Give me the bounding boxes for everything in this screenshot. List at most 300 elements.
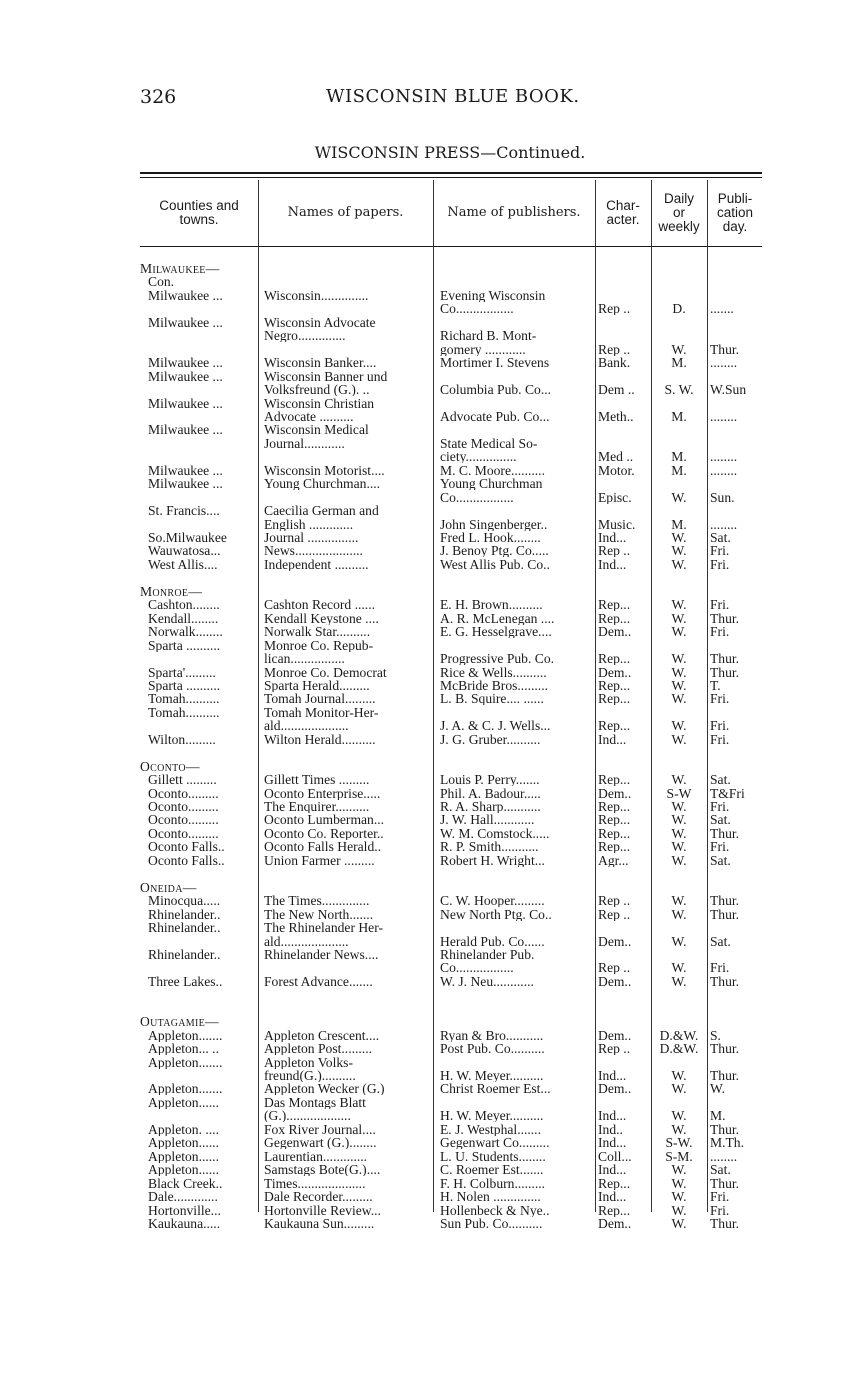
character-cell: Rep... xyxy=(598,678,631,692)
table-row xyxy=(140,813,762,826)
town-cell: Milwaukee ... xyxy=(148,477,223,491)
publisher-cell: Mortimer I. Stevens xyxy=(440,356,550,370)
table-row xyxy=(140,975,762,988)
publisher-cell: Richard B. Mont- xyxy=(440,329,537,343)
table-row xyxy=(140,652,762,665)
publication-day-cell: T&Fri xyxy=(710,786,745,800)
publication-day-cell: Sat. xyxy=(710,773,731,787)
top-rule-thick xyxy=(140,172,762,174)
table-row xyxy=(140,504,762,517)
publisher-cell: C. Roemer Est....... xyxy=(440,1163,544,1177)
character-cell: Dem.. xyxy=(598,786,632,800)
header-day-line: cation xyxy=(716,205,754,220)
header-daily-line: or xyxy=(672,205,685,220)
publication-day-cell: Fri. xyxy=(710,1203,730,1217)
publisher-cell: W. M. Comstock..... xyxy=(440,826,550,840)
town-cell: Oconto Falls.. xyxy=(148,853,225,867)
publication-day-cell: Fri. xyxy=(710,840,730,854)
publication-day-cell: Thur. xyxy=(710,1176,740,1190)
header-counties xyxy=(140,180,258,246)
town-cell: Appleton....... xyxy=(148,1055,223,1069)
publication-day-cell: ....... xyxy=(710,302,734,316)
frequency-cell: W. xyxy=(671,840,687,854)
character-cell: Dem.. xyxy=(598,974,632,988)
publication-day-cell: Thur. xyxy=(710,826,740,840)
table-row xyxy=(140,383,762,396)
frequency-cell: M. xyxy=(671,463,687,477)
table-row xyxy=(140,302,762,315)
publisher-cell: Co................. xyxy=(440,490,514,504)
publisher-cell: Hollenbeck & Nye.. xyxy=(440,1203,550,1217)
frequency-cell: S-W. xyxy=(665,1136,693,1150)
frequency-cell: W. xyxy=(671,974,687,988)
character-cell: Rep... xyxy=(598,813,631,827)
town-cell: Sparta .......... xyxy=(148,678,221,692)
frequency-cell: S-W xyxy=(666,786,692,800)
paper-name-cell: Wisconsin Banker.... xyxy=(264,356,377,370)
publication-day-cell: ........ xyxy=(710,450,738,464)
paper-name-cell: Wisconsin.............. xyxy=(264,288,369,302)
frequency-cell: W. xyxy=(671,961,687,975)
frequency-cell: W. xyxy=(671,1069,687,1082)
publication-day-cell: Thur. xyxy=(710,974,740,988)
table-row xyxy=(140,921,762,934)
paper-name-cell: Journal ............... xyxy=(264,531,359,544)
character-cell: Ind... xyxy=(598,557,627,571)
table-row xyxy=(140,1109,762,1122)
paper-name-cell: Hortonville Review... xyxy=(264,1203,381,1217)
paper-name-cell: Kendall Keystone .... xyxy=(264,611,379,625)
character-cell: Coll... xyxy=(598,1149,632,1163)
frequency-cell: W. xyxy=(671,1122,687,1136)
character-cell: Rep... xyxy=(598,692,631,706)
character-cell: Med .. xyxy=(598,450,634,464)
header-counties-line: towns. xyxy=(179,212,219,227)
paper-name-cell: Laurentian............. xyxy=(264,1149,368,1163)
table-row xyxy=(140,961,762,974)
paper-name-cell: Kaukauna Sun......... xyxy=(264,1216,375,1230)
town-cell: Oconto......... xyxy=(148,813,219,827)
publisher-cell: M. C. Moore.......... xyxy=(440,463,545,477)
publication-day-cell: W.Sun xyxy=(710,383,747,397)
character-cell: Dem.. xyxy=(598,934,632,948)
table-row xyxy=(140,827,762,840)
table-row xyxy=(140,800,762,813)
frequency-cell: M. xyxy=(671,409,687,423)
publisher-cell: C. W. Hooper......... xyxy=(440,894,545,908)
publication-day-cell: Thur. xyxy=(710,907,740,921)
town-cell: Milwaukee ... xyxy=(148,369,223,383)
paper-name-cell: Wisconsin Medical xyxy=(264,423,369,437)
town-cell: Kaukauna..... xyxy=(148,1216,221,1230)
table-row xyxy=(140,733,762,746)
town-cell: Rhinelander.. xyxy=(148,907,221,921)
publisher-cell: J. G. Gruber.......... xyxy=(440,732,541,746)
town-cell: Three Lakes.. xyxy=(148,974,223,988)
publisher-cell: McBride Bros......... xyxy=(440,678,548,692)
town-cell: Milwaukee ... xyxy=(148,288,223,302)
table-row xyxy=(140,935,762,948)
header-daily-weekly xyxy=(651,180,707,246)
table-row xyxy=(140,988,762,1001)
table-row xyxy=(140,329,762,342)
paper-name-cell: Forest Advance....... xyxy=(264,974,373,988)
paper-name-cell: English ............. xyxy=(264,517,354,531)
header-publication-day xyxy=(707,180,763,246)
frequency-cell: W. xyxy=(671,692,687,706)
paper-name-cell: Advocate .......... xyxy=(264,409,354,423)
town-cell: Appleton...... xyxy=(148,1095,219,1109)
paper-name-cell: Appleton Post......... xyxy=(264,1042,372,1056)
paper-name-cell: Das Montags Blatt xyxy=(264,1095,366,1109)
frequency-cell: W. xyxy=(671,1163,687,1177)
frequency-cell: S-M. xyxy=(665,1149,693,1163)
table-row xyxy=(140,1204,762,1217)
character-cell: Rep .. xyxy=(598,302,631,316)
header-names: Names of papers. xyxy=(287,205,404,220)
publication-day-cell: Sat. xyxy=(710,1163,731,1177)
paper-name-cell: Gegenwart (G.)........ xyxy=(264,1136,377,1150)
frequency-cell: D. xyxy=(672,302,686,316)
header-daily-line: weekly xyxy=(658,219,700,234)
character-cell: Rep... xyxy=(598,652,631,666)
table-row xyxy=(140,1123,762,1136)
publisher-cell: Co................. xyxy=(440,961,514,975)
paper-name-cell: Wilton Herald.......... xyxy=(264,732,376,746)
frequency-cell: W. xyxy=(671,719,687,733)
town-cell: Norwalk........ xyxy=(148,625,223,639)
frequency-cell: D.&W. xyxy=(659,1028,699,1042)
table-row xyxy=(140,450,762,463)
paper-name-cell: Appleton Wecker (G.) xyxy=(264,1082,385,1096)
paper-name-cell: Appleton Volks- xyxy=(264,1055,353,1069)
header-character xyxy=(595,180,651,246)
table-row xyxy=(140,894,762,907)
paper-name-cell: ald.................... xyxy=(264,719,349,733)
publisher-cell: Post Pub. Co.......... xyxy=(440,1042,545,1056)
character-cell: Rep .. xyxy=(598,907,631,921)
frequency-cell: W. xyxy=(671,1203,687,1217)
table-row xyxy=(140,679,762,692)
town-cell: St. Francis.... xyxy=(148,504,220,518)
character-cell: Rep... xyxy=(598,800,631,813)
paper-name-cell: Monroe Co. Democrat xyxy=(264,665,387,679)
publisher-cell: L. U. Students........ xyxy=(440,1149,546,1163)
character-cell: Ind... xyxy=(598,732,627,746)
town-cell: Milwaukee ... xyxy=(148,315,223,329)
paper-name-cell: lican................ xyxy=(264,652,345,666)
town-cell: Appleton... .. xyxy=(148,1042,219,1056)
publisher-cell: Advocate Pub. Co... xyxy=(440,409,550,423)
town-cell: West Allis.... xyxy=(148,557,218,571)
frequency-cell: W. xyxy=(671,625,687,639)
town-cell: Hortonville... xyxy=(148,1203,221,1217)
publisher-cell: Rice & Wells.......... xyxy=(440,665,547,679)
publisher-cell: H. W. Meyer.......... xyxy=(440,1069,544,1082)
frequency-cell: W. xyxy=(671,490,687,504)
character-cell: Ind... xyxy=(598,1109,627,1123)
publication-day-cell: W. xyxy=(710,1082,725,1096)
paper-name-cell: The Enquirer.......... xyxy=(264,800,370,813)
table-row xyxy=(140,1082,762,1095)
character-cell: Rep... xyxy=(598,1203,631,1217)
publisher-cell: L. B. Squire.... ...... xyxy=(440,692,544,706)
character-cell: Rep .. xyxy=(598,544,631,558)
paper-name-cell: Wisconsin Christian xyxy=(264,396,375,410)
publisher-cell: John Singenberger.. xyxy=(440,517,548,531)
paper-name-cell: News.................... xyxy=(264,544,363,558)
frequency-cell: S. W. xyxy=(664,383,694,397)
town-cell: Appleton....... xyxy=(148,1082,223,1096)
town-cell: Milwaukee ... xyxy=(148,423,223,437)
table-row xyxy=(140,477,762,490)
table-row xyxy=(140,397,762,410)
paper-name-cell: Norwalk Star.......... xyxy=(264,625,371,639)
frequency-cell: W. xyxy=(671,894,687,908)
paper-name-cell: Union Farmer ......... xyxy=(264,853,375,867)
publisher-cell: W. J. Neu............ xyxy=(440,974,534,988)
town-cell: Gillett ......... xyxy=(148,773,217,787)
character-cell: Motor. xyxy=(598,463,635,477)
paper-name-cell: Journal............ xyxy=(264,436,345,450)
frequency-cell: M. xyxy=(671,517,687,531)
table-row xyxy=(140,262,762,275)
town-cell: Oconto Falls.. xyxy=(148,840,225,854)
town-cell: Appleton....... xyxy=(148,1028,223,1042)
publisher-cell: Fred L. Hook........ xyxy=(440,531,541,544)
publication-day-cell: S. xyxy=(710,1028,721,1042)
publication-day-cell: Sun. xyxy=(710,490,735,504)
character-cell: Dem.. xyxy=(598,1028,632,1042)
publisher-cell: gomery ............ xyxy=(440,342,526,356)
table-row xyxy=(140,410,762,423)
paper-name-cell: Tomah Monitor-Her- xyxy=(264,705,379,719)
publication-day-cell: ........ xyxy=(710,463,738,477)
publication-day-cell: ........ xyxy=(710,1149,738,1163)
character-cell: Rep... xyxy=(598,1176,631,1190)
town-cell: Con. xyxy=(148,275,175,289)
character-cell: Dem .. xyxy=(598,383,635,397)
table-row xyxy=(140,1096,762,1109)
paper-name-cell: Monroe Co. Repub- xyxy=(264,638,374,652)
table-row xyxy=(140,518,762,531)
paper-name-cell: Oconto Co. Reporter.. xyxy=(264,826,384,840)
publisher-cell: E. H. Brown.......... xyxy=(440,598,543,612)
county-heading: Monroe— xyxy=(140,584,203,598)
frequency-cell: W. xyxy=(671,907,687,921)
running-head xyxy=(140,86,760,110)
publisher-cell: Phil. A. Badour..... xyxy=(440,786,541,800)
paper-name-cell: Young Churchman.... xyxy=(264,477,381,491)
town-cell: Milwaukee ... xyxy=(148,463,223,477)
paper-name-cell: Oconto Enterprise..... xyxy=(264,786,381,800)
publication-day-cell: Thur. xyxy=(710,1216,740,1230)
table-row xyxy=(140,343,762,356)
table-row xyxy=(140,423,762,436)
paper-name-cell: Independent .......... xyxy=(264,557,369,571)
town-cell: Sparta .......... xyxy=(148,638,221,652)
table-row xyxy=(140,1136,762,1149)
table-row xyxy=(140,571,762,584)
character-cell: Rep... xyxy=(598,773,631,787)
header-bottom-rule xyxy=(140,246,762,247)
paper-name-cell: Times.................... xyxy=(264,1176,366,1190)
paper-name-cell: Appleton Crescent.... xyxy=(264,1028,380,1042)
character-cell: Episc. xyxy=(598,490,632,504)
publisher-cell: J. W. Hall............ xyxy=(440,813,535,827)
town-cell: Black Creek.. xyxy=(148,1176,223,1190)
publication-day-cell: Sat. xyxy=(710,853,731,867)
town-cell: Rhinelander.. xyxy=(148,947,221,961)
publisher-cell: Evening Wisconsin xyxy=(440,288,546,302)
paper-name-cell: freund(G.).......... xyxy=(264,1069,356,1082)
page-number: 326 xyxy=(140,86,177,108)
frequency-cell: W. xyxy=(671,826,687,840)
publisher-cell: Gegenwart Co......... xyxy=(440,1136,550,1150)
book-title: WISCONSIN BLUE BOOK. xyxy=(326,86,580,107)
paper-name-cell: Wisconsin Motorist.... xyxy=(264,463,385,477)
publication-day-cell: Sat. xyxy=(710,531,731,544)
table-row xyxy=(140,639,762,652)
table-row xyxy=(140,356,762,369)
frequency-cell: W. xyxy=(671,813,687,827)
publication-day-cell: Sat. xyxy=(710,934,731,948)
header-day-line: Publi- xyxy=(717,191,753,206)
table-row xyxy=(140,598,762,611)
table-row xyxy=(140,437,762,450)
header-daily-line: Daily xyxy=(663,191,694,206)
publication-day-cell: ........ xyxy=(710,517,738,531)
publisher-cell: J. A. & C. J. Wells... xyxy=(440,719,551,733)
table-row xyxy=(140,867,762,880)
county-heading: Oconto— xyxy=(140,759,200,773)
table-row xyxy=(140,316,762,329)
publication-day-cell: Fri. xyxy=(710,961,730,975)
publication-day-cell: M. xyxy=(710,1109,726,1123)
publication-day-cell: Fri. xyxy=(710,692,730,706)
town-cell: Tomah.......... xyxy=(148,705,220,719)
frequency-cell: W. xyxy=(671,544,687,558)
paper-name-cell: Rhinelander News.... xyxy=(264,947,379,961)
table-row xyxy=(140,491,762,504)
paper-name-cell: The New North....... xyxy=(264,907,374,921)
table-row xyxy=(140,881,762,894)
paper-name-cell: (G.)................... xyxy=(264,1109,351,1123)
table-row xyxy=(140,948,762,961)
publication-day-cell: Fri. xyxy=(710,544,730,558)
publisher-cell: Christ Roemer Est... xyxy=(440,1082,551,1096)
publisher-cell: New North Ptg. Co.. xyxy=(440,907,552,921)
publisher-cell: R. A. Sharp........... xyxy=(440,800,541,813)
table-row xyxy=(140,840,762,853)
table-row xyxy=(140,719,762,732)
table-row xyxy=(140,531,762,544)
frequency-cell: W. xyxy=(671,678,687,692)
publication-day-cell: T. xyxy=(710,678,721,692)
character-cell: Rep... xyxy=(598,611,631,625)
table-row xyxy=(140,1150,762,1163)
paper-name-cell: Negro.............. xyxy=(264,329,346,343)
publication-day-cell: M.Th. xyxy=(710,1136,744,1150)
table-row xyxy=(140,289,762,302)
table-row xyxy=(140,625,762,638)
character-cell: Rep .. xyxy=(598,961,631,975)
frequency-cell: W. xyxy=(671,1216,687,1230)
character-cell: Ind... xyxy=(598,1136,627,1150)
town-cell: Wilton......... xyxy=(148,732,216,746)
town-cell: Minocqua..... xyxy=(148,894,221,908)
table-row xyxy=(140,1217,762,1230)
header-day-line: day. xyxy=(722,219,748,234)
publisher-cell: Young Churchman xyxy=(440,477,543,491)
publication-day-cell: Thur. xyxy=(710,1042,740,1056)
publisher-cell: Louis P. Perry....... xyxy=(440,773,540,787)
table-row xyxy=(140,666,762,679)
frequency-cell: W. xyxy=(671,665,687,679)
paper-name-cell: Sparta Herald......... xyxy=(264,678,370,692)
table-row xyxy=(140,746,762,759)
character-cell: Rep .. xyxy=(598,342,631,356)
character-cell: Meth.. xyxy=(598,409,634,423)
frequency-cell: W. xyxy=(671,652,687,666)
publication-day-cell: Thur. xyxy=(710,1069,740,1082)
publication-day-cell: Fri. xyxy=(710,719,730,733)
character-cell: Rep... xyxy=(598,719,631,733)
header-character-line: Char- xyxy=(606,198,640,213)
publisher-cell: Herald Pub. Co...... xyxy=(440,934,545,948)
publisher-cell: E. J. Westphal....... xyxy=(440,1122,541,1136)
frequency-cell: W. xyxy=(671,853,687,867)
character-cell: Rep... xyxy=(598,598,631,612)
frequency-cell: W. xyxy=(671,1190,687,1204)
paper-name-cell: The Rhinelander Her- xyxy=(264,921,383,935)
table-row xyxy=(140,1190,762,1203)
table-row xyxy=(140,585,762,598)
publication-day-cell: Thur. xyxy=(710,652,740,666)
publication-day-cell: Fri. xyxy=(710,625,730,639)
publication-day-cell: Thur. xyxy=(710,665,740,679)
paper-name-cell: Oconto Falls Herald.. xyxy=(264,840,382,854)
table-row xyxy=(140,1029,762,1042)
paper-name-cell: ald.................... xyxy=(264,934,349,948)
town-cell: Sparta'......... xyxy=(148,665,216,679)
table-row xyxy=(140,1177,762,1190)
publisher-cell: J. Benoy Ptg. Co..... xyxy=(440,544,549,558)
town-cell: Appleton...... xyxy=(148,1163,219,1177)
header-publishers: Name of publishers. xyxy=(447,205,581,220)
character-cell: Dem.. xyxy=(598,1082,632,1096)
character-cell: Rep... xyxy=(598,826,631,840)
top-rule-thin xyxy=(140,177,762,178)
publication-day-cell: Thur. xyxy=(710,1122,740,1136)
table-row xyxy=(140,464,762,477)
publication-day-cell: Sat. xyxy=(710,813,731,827)
table-row xyxy=(140,612,762,625)
table-row xyxy=(140,787,762,800)
town-cell: Oconto......... xyxy=(148,786,219,800)
table-row xyxy=(140,773,762,786)
frequency-cell: W. xyxy=(671,611,687,625)
publication-day-cell: Fri. xyxy=(710,598,730,612)
table-row xyxy=(140,1069,762,1082)
table-row xyxy=(140,908,762,921)
character-cell: Ind... xyxy=(598,1190,627,1204)
header-counties-line: Counties and xyxy=(159,198,239,213)
table-row xyxy=(140,275,762,288)
town-cell: Oconto......... xyxy=(148,800,219,813)
town-cell: Kendall........ xyxy=(148,611,219,625)
table-row xyxy=(140,1056,762,1069)
